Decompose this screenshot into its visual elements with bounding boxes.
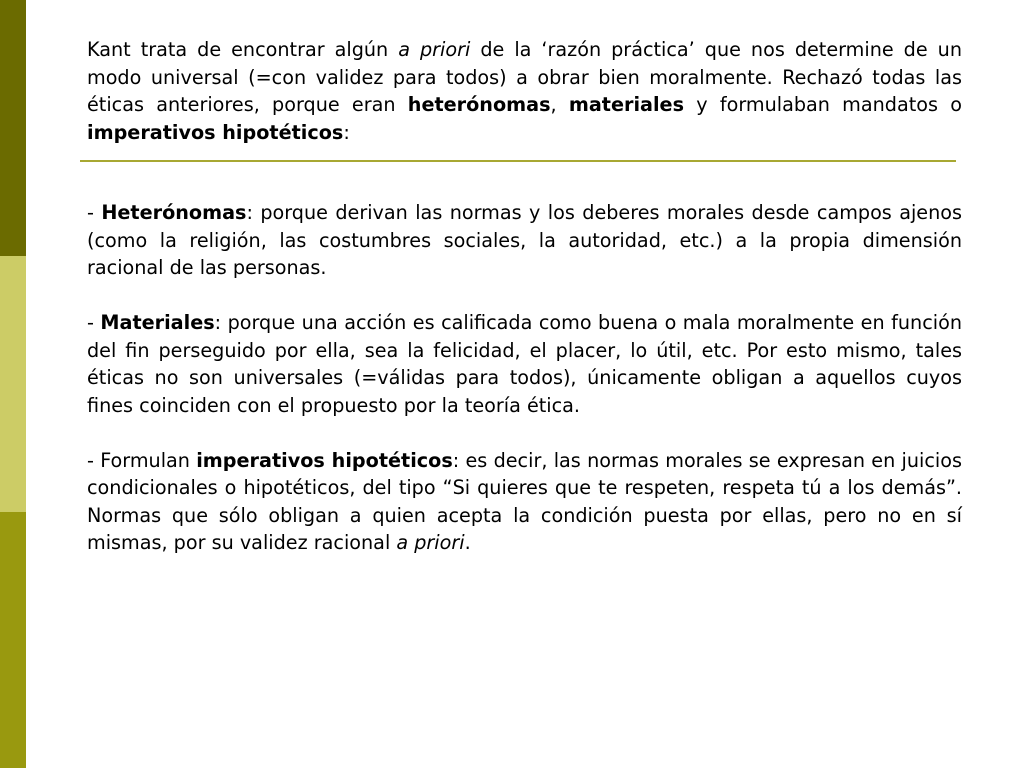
- item-end: .: [464, 531, 471, 554]
- item-prefix: -: [87, 201, 102, 224]
- item-prefix: - Formulan: [87, 448, 197, 472]
- items-list: [87, 199, 962, 584]
- intro-paragraph: [87, 36, 962, 146]
- item-text: : porque una acción es calificada como buena o mala moralmente en función del fin perseguido por ella, sea la felicidad, el placer, lo útil, etc. Por esto mismo, tales éticas no son universales (=válidas para todos), únicamente obligan a aquellos cuyos fines coinciden con el propuesto por la teoría ética.: [87, 311, 962, 417]
- list-item-heteronomas: [87, 199, 962, 282]
- item-term: Materiales: [100, 311, 215, 334]
- sidebar-decoration: [0, 0, 26, 768]
- item-a-priori: a priori: [396, 531, 465, 554]
- sidebar-segment-middle: [0, 256, 26, 512]
- intro-text-3: de la ‘razón práctica’ que nos determine de un modo universal (=con validez para todos) a obrar bien moralmente. Rechazó todas las éticas anteriores, porque eran: [87, 38, 962, 116]
- intro-text-5: ,: [550, 93, 569, 116]
- intro-text-1: Kant trata de encontrar algún: [87, 38, 399, 61]
- intro-heteronomas: heterónomas: [407, 93, 551, 116]
- item-prefix: -: [87, 311, 101, 334]
- list-item-materiales: [87, 309, 962, 419]
- intro-a-priori: a priori: [398, 38, 471, 61]
- item-text: : porque derivan las normas y los deberes morales desde campos ajenos (como la religión, las costumbres sociales, la autoridad, etc.) a la propia dimensión racional de las personas.: [87, 201, 963, 279]
- item-text: : es decir, las normas morales se expresan en juicios condicionales o hipotéticos, del tipo “Si quieres que te respeten, respeta tú a los demás”. Normas que sólo obligan a quien acepta la condición puesta por ellas, pero no en sí mismas, por su validez racional: [87, 448, 962, 554]
- item-term: Heterónomas: [101, 201, 247, 224]
- intro-materiales: materiales: [568, 93, 684, 116]
- sidebar-segment-bottom: [0, 512, 26, 768]
- list-item-imperativos: [87, 447, 962, 557]
- sidebar-segment-top: [0, 0, 26, 256]
- divider-rule: [80, 160, 956, 162]
- item-term: imperativos hipotéticos: [196, 448, 453, 472]
- intro-text-7: y formulaban mandatos o: [683, 93, 962, 116]
- intro-imperativos: imperativos hipotéticos: [87, 120, 344, 144]
- intro-text-9: :: [343, 120, 350, 144]
